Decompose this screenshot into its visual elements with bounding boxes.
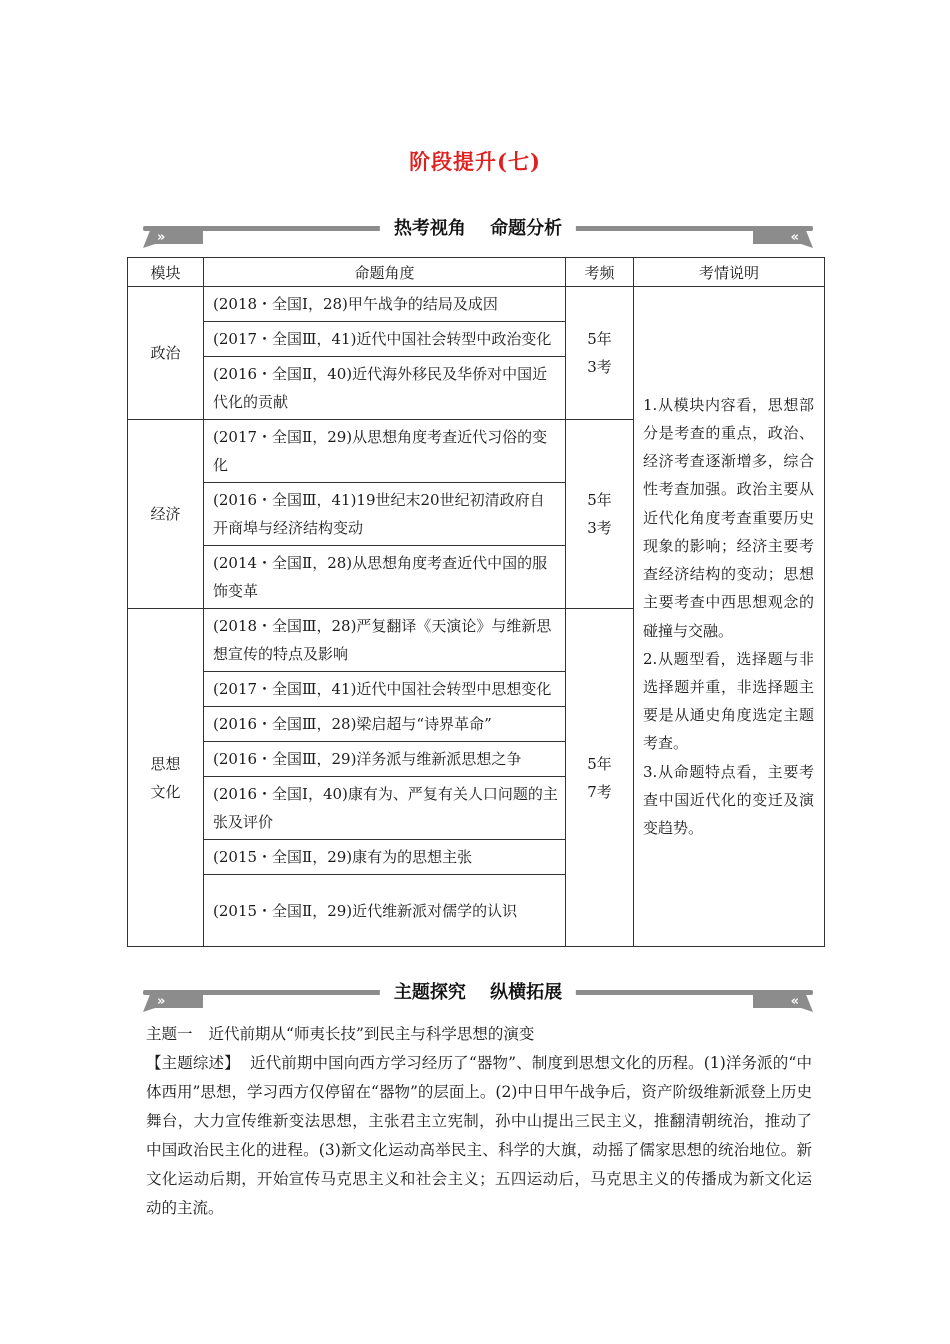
banner-left-wing-icon: [143, 986, 203, 1012]
header-topic: 命题角度: [204, 258, 566, 287]
banner-label: 主题探究 纵横拓展: [380, 980, 576, 1006]
topic-cell: (2015・全国Ⅱ，29)康有为的思想主张: [204, 840, 566, 875]
exam-notes: 1.从模块内容看，思想部分是考查的重点，政治、经济考查逐渐增多，综合性考查加强。政治主要从近代化角度考查重要历史现象的影响；经济主要考查经济结构的变动；思想主要考查中西思想观念的碰撞与交融。 2.从题型看，选择题与非选择题并重，非选择题主要是从通史角度选定主题考查。 3.从命题特点看，主要考查中国近代化的变迁及演变趋势。: [634, 287, 825, 947]
table-row: [128, 287, 825, 322]
banner-right-wing-icon: [753, 986, 813, 1012]
frequency-cell: 5年 7考: [566, 609, 634, 947]
section-banner-theme-exploration: [143, 980, 813, 1016]
summary-text: 近代前期中国向西方学习经历了“器物”、制度到思想文化的历程。(1)洋务派的“中体西用”思想，学习西方仅停留在“器物”的层面上。(2)中日甲午战争后，资产阶级维新派登上历史舞台，大力宣传维新变法思想，主张君主立宪制，孙中山提出三民主义，推翻清朝统治，推动了中国政治民主化的进程。(3)新文化运动高举民主、科学的大旗，动摇了儒家思想的统治地位。新文化运动后期，开始宣传马克思主义和社会主义；五四运动后，马克思主义的传播成为新文化运动的主流。: [146, 1054, 812, 1217]
topic-cell: (2016・全国Ⅲ，41)19世纪末20世纪初清政府自开商埠与经济结构变动: [204, 483, 566, 546]
topic-cell: (2016・全国Ⅲ，28)梁启超与“诗界革命”: [204, 707, 566, 742]
section-banner-hot-topics: [143, 216, 813, 252]
table-header-row: [128, 258, 825, 287]
topic-cell: (2016・全国Ⅰ，40)康有为、严复有关人口问题的主张及评价: [204, 777, 566, 840]
theme-summary: [146, 1049, 812, 1223]
double-chevron-right-icon: »: [157, 994, 166, 1009]
topic-cell: (2018・全国Ⅰ，28)甲午战争的结局及成因: [204, 287, 566, 322]
banner-left-wing-icon: [143, 222, 203, 248]
banner-label: 热考视角 命题分析: [380, 216, 576, 242]
topic-cell: (2018・全国Ⅲ，28)严复翻译《天演论》与维新思想宣传的特点及影响: [204, 609, 566, 672]
page-title: 阶段提升(七): [409, 149, 541, 174]
header-module: 模块: [128, 258, 204, 287]
topic-cell: (2017・全国Ⅲ，41)近代中国社会转型中思想变化: [204, 672, 566, 707]
exam-analysis-table: [127, 257, 825, 947]
theme-title: 近代前期从“师夷长技”到民主与科学思想的演变: [208, 1025, 535, 1043]
topic-cell: (2017・全国Ⅱ，29)从思想角度考查近代习俗的变化: [204, 420, 566, 483]
theme-label: 主题一: [146, 1025, 193, 1043]
module-economy: 经济: [128, 420, 204, 609]
theme-heading: [146, 1020, 812, 1049]
frequency-cell: 5年 3考: [566, 287, 634, 420]
double-chevron-right-icon: »: [157, 230, 166, 245]
header-notes: 考情说明: [634, 258, 825, 287]
double-chevron-left-icon: «: [790, 994, 799, 1009]
summary-label: 【主题综述】: [146, 1054, 240, 1072]
frequency-cell: 5年 3考: [566, 420, 634, 609]
double-chevron-left-icon: «: [790, 230, 799, 245]
header-frequency: 考频: [566, 258, 634, 287]
banner-right-wing-icon: [753, 222, 813, 248]
module-thought-culture: 思想 文化: [128, 609, 204, 947]
topic-cell: (2016・全国Ⅱ，40)近代海外移民及华侨对中国近代化的贡献: [204, 357, 566, 420]
theme-section: [146, 1020, 812, 1223]
topic-cell: (2015・全国Ⅱ，29)近代维新派对儒学的认识: [204, 875, 566, 947]
topic-cell: (2016・全国Ⅲ，29)洋务派与维新派思想之争: [204, 742, 566, 777]
topic-cell: (2014・全国Ⅱ，28)从思想角度考查近代中国的服饰变革: [204, 546, 566, 609]
topic-cell: (2017・全国Ⅲ，41)近代中国社会转型中政治变化: [204, 322, 566, 357]
module-politics: 政治: [128, 287, 204, 420]
